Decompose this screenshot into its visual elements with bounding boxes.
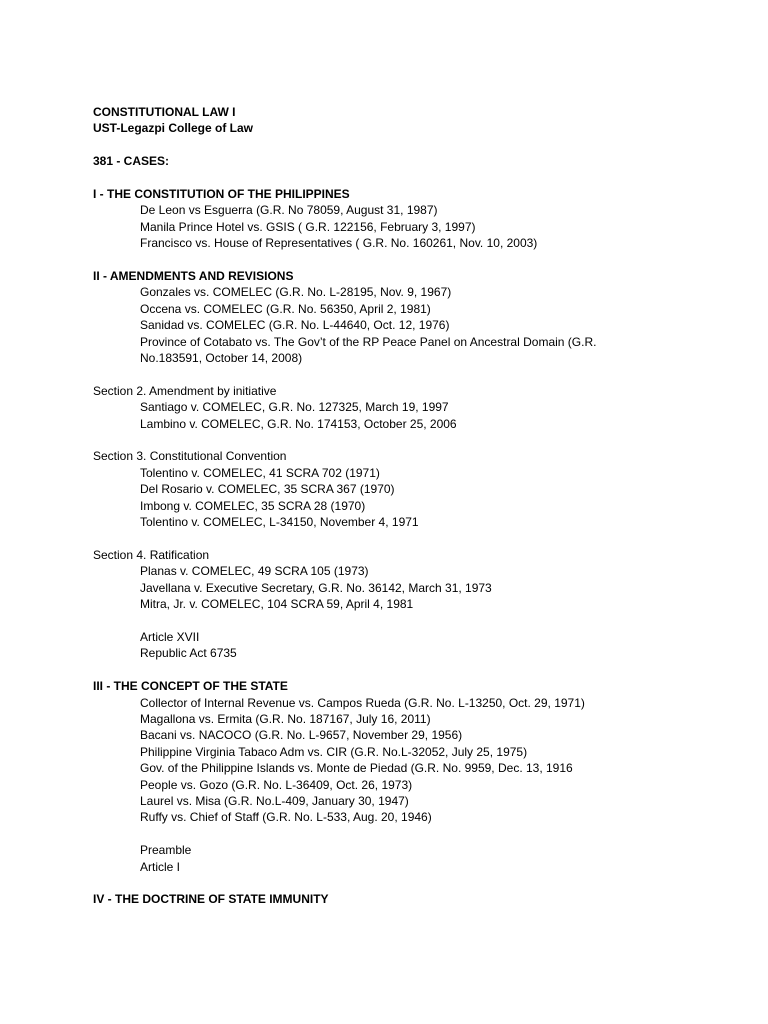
case-item: Lambino v. COMELEC, G.R. No. 174153, October 25, 2006 — [140, 416, 457, 431]
case-item: Francisco vs. House of Representatives ( G.R. No. 160261, Nov. 10, 2003) — [140, 236, 538, 251]
subsection-heading: Section 4. Ratification — [93, 547, 210, 562]
case-item: Magallona vs. Ermita (G.R. No. 187167, July 16, 2011) — [140, 711, 431, 726]
case-item: Gonzales vs. COMELEC (G.R. No. L-28195, Nov. 9, 1967) — [140, 285, 452, 300]
case-item: Manila Prince Hotel vs. GSIS ( G.R. 122156, February 3, 1997) — [140, 219, 476, 234]
case-item: Planas v. COMELEC, 49 SCRA 105 (1973) — [140, 564, 369, 579]
document-title: CONSTITUTIONAL LAW I — [93, 105, 236, 119]
reference-item: Article XVII — [140, 629, 200, 644]
case-item: Ruffy vs. Chief of Staff (G.R. No. L-533, Aug. 20, 1946) — [140, 810, 432, 825]
section-heading: II - AMENDMENTS AND REVISIONS — [93, 269, 294, 284]
case-item: People vs. Gozo (G.R. No. L-36409, Oct. 26, 1973) — [140, 777, 413, 792]
section-heading: I - THE CONSTITUTION OF THE PHILIPPINES — [93, 187, 350, 201]
case-item: Santiago v. COMELEC, G.R. No. 127325, March 19, 1997 — [140, 400, 449, 415]
case-item: Tolentino v. COMELEC, L-34150, November 4, 1971 — [140, 515, 419, 530]
case-item: Javellana v. Executive Secretary, G.R. No. 36142, March 31, 1973 — [140, 580, 492, 595]
case-item: Imbong v. COMELEC, 35 SCRA 28 (1970) — [140, 498, 366, 513]
case-item: De Leon vs Esguerra (G.R. No 78059, August 31, 1987) — [140, 203, 438, 218]
subsection-heading: Section 3. Constitutional Convention — [93, 449, 287, 464]
case-item: Occena vs. COMELEC (G.R. No. 56350, April 2, 1981) — [140, 301, 431, 316]
document-body — [93, 104, 733, 908]
case-item: Tolentino v. COMELEC, 41 SCRA 702 (1971) — [140, 465, 380, 480]
section-heading: III - THE CONCEPT OF THE STATE — [93, 679, 288, 694]
school-name: UST-Legazpi College of Law — [93, 121, 254, 136]
reference-item: Article I — [140, 859, 181, 874]
subsection-heading: Section 2. Amendment by initiative — [93, 383, 277, 398]
case-item: Laurel vs. Misa (G.R. No.L-409, January 30, 1947) — [140, 793, 409, 808]
case-item: Collector of Internal Revenue vs. Campos Rueda (G.R. No. L-13250, Oct. 29, 1971) — [140, 695, 585, 710]
case-item: Del Rosario v. COMELEC, 35 SCRA 367 (1970) — [140, 482, 395, 497]
case-item: Philippine Virginia Tabaco Adm vs. CIR (G.R. No.L-32052, July 25, 1975) — [140, 744, 528, 759]
case-item: Bacani vs. NACOCO (G.R. No. L-9657, November 29, 1956) — [140, 728, 463, 743]
case-item: Sanidad vs. COMELEC (G.R. No. L-44640, Oct. 12, 1976) — [140, 318, 450, 333]
section-heading: IV - THE DOCTRINE OF STATE IMMUNITY — [93, 892, 329, 907]
reference-item: Republic Act 6735 — [140, 646, 237, 661]
reference-item: Preamble — [140, 843, 192, 858]
case-item: Gov. of the Philippine Islands vs. Monte de Piedad (G.R. No. 9959, Dec. 13, 1916 — [140, 761, 573, 776]
case-item: Province of Cotabato vs. The Gov’t of the RP Peace Panel on Ancestral Domain (G.R. No.183591, October 14, 2008) — [140, 334, 597, 366]
case-item: Mitra, Jr. v. COMELEC, 104 SCRA 59, April 4, 1981 — [140, 597, 414, 612]
cases-heading: 381 - CASES: — [93, 154, 170, 169]
